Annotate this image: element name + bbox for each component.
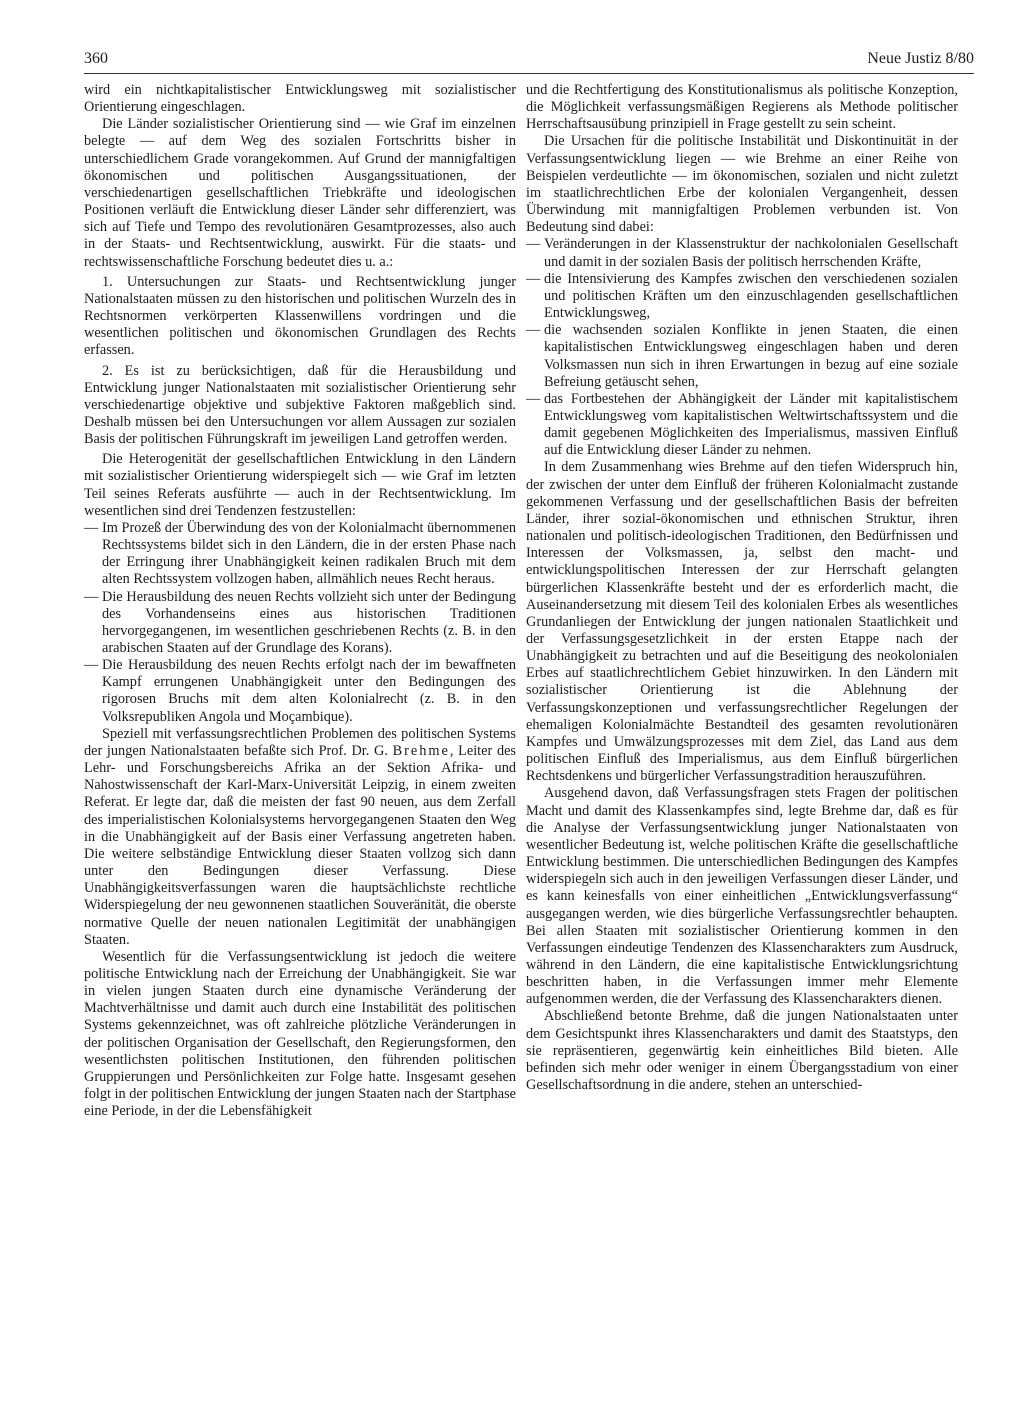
paragraph — [84, 726, 516, 949]
text-span: , Leiter des Lehr- und Forschungsbereichs Afrika an der Sektion Afrika- und Nahostwissenschaft der Karl-Marx-Universität Leipzig, in einem zweiten Referat. Er legte dar, daß die meisten der fast 90 neuen, aus dem Zerfall des imperialistischen Kolonialsystems hervorgegangenen Staaten den Weg in die Unabhängigkeit auf der Basis einer Verfassung angetreten haben. Die weitere selbständige Entwicklung dieser Staaten vollzog sich dann unter den Bedingungen dieser Verfassung. Diese Unabhängigkeitsverfassungen waren die hauptsächlichste rechtliche Widerspiegelung der neu gewonnenen staatlichen Souveränität, die oberste normative Quelle der neuen nationalen Legitimität der unabhängigen Staaten. — [84, 742, 516, 948]
list-item: — Veränderungen in der Klassenstruktur der nachkolonialen Gesellschaft und damit in der sozialen Basis der politisch herrschenden Kräfte, — [526, 236, 958, 270]
paragraph: Die Ursachen für die politische Instabilität und Diskontinuität in der Verfassungsentwicklung liegen — wie Brehme an einer Reihe von Beispielen verdeutlichte — im ökonomischen, sozialen und nicht zuletzt im staatlichrechtlichen Erbe der kolonialen Vergangenheit, dessen Überwindung mit mannigfaltigen Problemen verbunden ist. Von Bedeutung sind dabei: — [526, 133, 958, 236]
paragraph: Wesentlich für die Verfassungsentwicklung ist jedoch die weitere politische Entwicklung nach der Erreichung der Unabhängigkeit. Sie war in vielen jungen Staaten durch eine dynamische Veränderung der Machtverhältnisse und damit auch durch eine Instabilität des politischen Systems gekennzeichnet, was oft zahlreiche plötzliche Veränderungen in der politischen Organisation der Gesellschaft, den Regierungsformen, den wesentlichsten politischen Institutionen, den führenden politischen Gruppierungen und Persönlichkeiten zur Folge hatte. Insgesamt gesehen folgt in der politischen Entwicklung der jungen Staaten nach der Startphase eine Periode, in der die Lebensfähigkeit — [84, 948, 516, 1120]
right-column — [526, 82, 958, 1094]
text-span: Speziell mit verfassungsrechtlichen Problemen des politischen Systems der jungen Nationalstaaten befaßte sich Prof. Dr. G. — [84, 725, 516, 759]
left-column — [84, 82, 516, 1120]
list-item: — Im Prozeß der Überwindung des von der Kolonialmacht übernommenen Rechtssystems bildet sich in den Ländern, die in der ersten Phase nach der Erringung ihrer Unabhängigkeit keinen radikalen Bruch mit dem alten Rechtssystem vollzogen haben, allmählich neues Recht heraus. — [84, 520, 516, 589]
paragraph: Abschließend betonte Brehme, daß die jungen Nationalstaaten unter dem Gesichtspunkt ihres Klassencharakters und damit des Staatstyps, den sie repräsentieren, gegenwärtig kein einheitliches Bild bieten. Alle befinden sich mehr oder weniger in einem Übergangsstadium von einer Gesellschaftsordnung in die andere, stehen an unterschied- — [526, 1008, 958, 1094]
paragraph: und die Rechtfertigung des Konstitutionalismus als politische Konzeption, die Möglichkeit verfassungsmäßigen Regierens als Methode politischer Herrschaftsausübung prinzipiell in Frage gestellt zu sein scheint. — [526, 82, 958, 133]
paragraph: Ausgehend davon, daß Verfassungsfragen stets Fragen der politischen Macht und damit des Klassenkampfes sind, legte Brehme dar, daß es für die Analyse der Verfassungsentwicklung junger Nationalstaaten von wesentlicher Bedeutung ist, welche politischen Kräfte die gesellschaftliche Entwicklung bestimmen. Die unterschiedlichen Bedingungen des Kampfes widerspiegeln sich auch in den jeweiligen Verfassungen dieser Länder, und es kann keinesfalls von einer einheitlichen „Entwicklungsverfassung“ ausgegangen werden, wie dies bürgerliche Verfassungsrechtler behaupten. Bei allen Staaten mit sozialistischer Orientierung kommen in den Verfassungen eindeutige Tendenzen des Klassencharakters zum Ausdruck, während in den Ländern, die eine kapitalistische Entwicklungsrichtung beschritten haben, in die Verfassungen immer mehr Elemente aufgenommen werden, die der Verfassung des Klassencharakters dienen. — [526, 785, 958, 1008]
header-rule — [84, 73, 974, 74]
paragraph: Die Länder sozialistischer Orientierung sind — wie Graf im einzelnen belegte — auf dem Weg des sozialen Fortschritts bisher in unterschiedlichem Grade vorangekommen. Auf Grund der mannigfaltigen ökonomischen und politischen Ausgangssituationen, der verschiedenartigen gesellschaftlichen Triebkräfte und ideologischen Positionen verläuft die Entwicklung dieser Länder sehr differenziert, was sich auf Tiefe und Tempo des revolutionären Gesamtprozesses, also auch in der Staats- und Rechtsentwicklung, auswirkt. Für die staats- und rechtswissenschaftliche Forschung bedeutet dies u. a.: — [84, 116, 516, 270]
page-number: 360 — [84, 50, 108, 67]
paragraph: In dem Zusammenhang wies Brehme auf den tiefen Widerspruch hin, der zwischen der unter dem Einfluß der früheren Kolonialmacht zustande gekommenen Verfassung und der gesellschaftlichen Basis der befreiten Länder, ihrer sozial-ökonomischen und ethnischen Struktur, ihren nationalen und politisch-ideologischen Traditionen, den Bedürfnissen und Interessen der Volksmassen, ja, selbst den macht- und entwicklungspolitischen Interessen der zur Herrschaft gelangten bürgerlichen Klassenkräfte besteht und der es erforderlich macht, die Auseinandersetzung mit diesem Teil des kolonialen Erbes als wesentliches Grundanliegen der Entwicklung der jungen nationalen Staatlichkeit und der Verfassungsgesetzlichkeit in der ersten Etappe nach der Unabhängigkeit zu betrachten und auf die Beseitigung des neokolonialen Erbes auf staatlichrechtlichem Gebiet hinzuwirken. In den Ländern mit sozialistischer Orientierung ist die Ablehnung der Verfassungskonzeptionen und verfassungsrechtlicher Regelungen der ehemaligen Kolonialmächte Bestandteil des gesamten revolutionären Kampfes und Umwälzungsprozesses mit dem Ziel, das Land aus dem politischen Einfluß des Imperialismus, aus dem Einfluß bürgerlichen Rechtsdenkens und bürgerlicher Verfassungstradition herauszuführen. — [526, 459, 958, 785]
list-item: — das Fortbestehen der Abhängigkeit der Länder mit kapitalistischem Entwicklungsweg vom kapitalistischen Weltwirtschaftssystem und die damit gegebenen Möglichkeiten des Imperialismus, massiven Einfluß auf die Entwicklung dieser Länder zu nehmen. — [526, 391, 958, 460]
paragraph: 1. Untersuchungen zur Staats- und Rechtsentwicklung junger Nationalstaaten müssen zu den historischen und politischen Wurzeln des in Rechtsnormen verkörperten Klassenwillens vordringen und die wesentlichen politischen und ökonomischen Grundlagen des Rechts erfassen. — [84, 273, 516, 359]
author-name: Brehme — [392, 742, 450, 759]
list-item: — die wachsenden sozialen Konflikte in jenen Staaten, die einen kapitalistischen Entwicklungsweg eingeschlagen haben und deren Volksmassen nun sich in ihren Erwartungen in bezug auf eine soziale Befreiung getäuscht sehen, — [526, 322, 958, 391]
list-item: — Die Herausbildung des neuen Rechts erfolgt nach der im bewaffneten Kampf errungenen Unabhängigkeit unter den Bedingungen des rigorosen Bruchs mit dem alten Kolonialrecht (z. B. in den Volksrepubliken Angola und Moçambique). — [84, 657, 516, 726]
journal-title: Neue Justiz 8/80 — [867, 50, 974, 67]
cause-list — [526, 236, 958, 459]
list-item: — die Intensivierung des Kampfes zwischen den verschiedenen sozialen und politischen Kräften um den einzuschlagenden gesellschaftlichen Entwicklungsweg, — [526, 271, 958, 322]
paragraph: Die Heterogenität der gesellschaftlichen Entwicklung in den Ländern mit sozialistischer Orientierung widerspiegelt sich — wie Graf im letzten Teil seines Referats ausführte — auch in der Rechtsentwicklung. Im wesentlichen sind drei Tendenzen festzustellen: — [84, 451, 516, 519]
list-item: — Die Herausbildung des neuen Rechts vollzieht sich unter der Bedingung des Vorhandenseins eines aus historischen Traditionen hervorgegangenen, im wesentlichen geschriebenen Rechts (z. B. in den arabischen Staaten auf der Grundlage des Korans). — [84, 589, 516, 658]
paragraph: wird ein nichtkapitalistischer Entwicklungsweg mit sozialistischer Orientierung eingeschlagen. — [84, 82, 516, 116]
paragraph: 2. Es ist zu berücksichtigen, daß für die Herausbildung und Entwicklung junger Nationalstaaten mit sozialistischer Orientierung sehr verschiedenartige objektive und subjektive Faktoren maßgeblich sind. Deshalb müssen bei den Untersuchungen vor allem Aussagen zur sozialen Basis der politischen Führungskraft im jeweiligen Land getroffen werden. — [84, 362, 516, 448]
tendency-list — [84, 520, 516, 726]
